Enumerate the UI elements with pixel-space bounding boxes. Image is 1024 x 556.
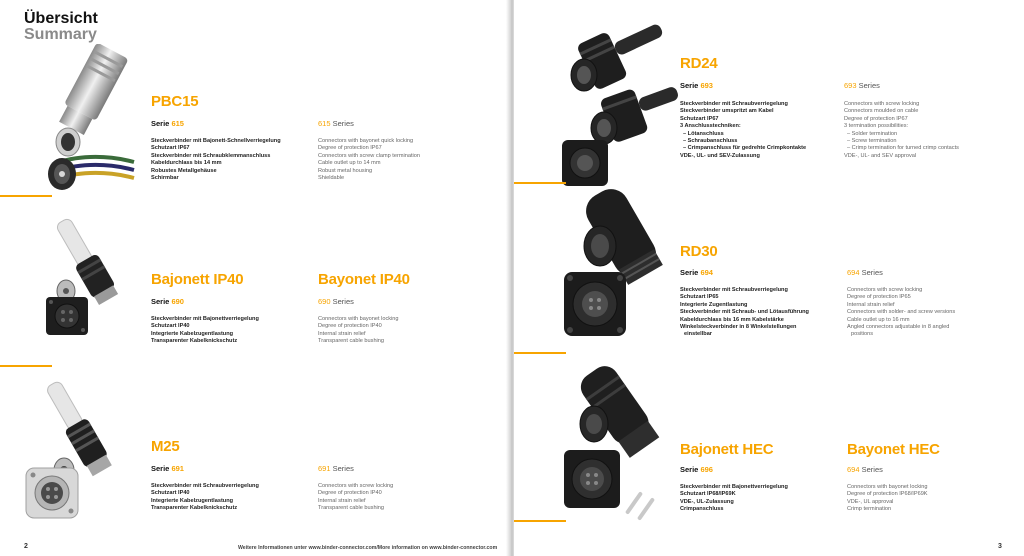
section-divider [514, 182, 566, 184]
product-title: PBC15 [151, 93, 199, 110]
page-subheading: Summary [24, 26, 97, 43]
list-item: Angled connectors adjustable in 8 angled [847, 324, 950, 331]
feature-list-en [847, 287, 955, 339]
rd24-connector-photo [556, 20, 686, 195]
serie-label: Serie 690 [151, 297, 184, 306]
list-item: Connectors with bayonet locking [318, 316, 399, 322]
list-item: Transparenter Kabelknickschutz [151, 505, 238, 512]
list-item: Connectors with screw locking [847, 287, 923, 293]
list-item: Degree of protection IP68/IP69K [847, 491, 928, 498]
list-item: Connectors with screw clamp termination [318, 152, 420, 159]
list-item: Internal strain relief [318, 330, 366, 337]
list-item: Steckverbinder mit Schraubverriegelung [680, 101, 788, 107]
feature-list-de [680, 484, 788, 514]
list-item: Integrierte Zugentlastung [680, 301, 748, 308]
list-item: Transparenter Kabelknickschutz [151, 338, 238, 345]
list-item: VDE-, UL- und SEV-Zulassung [680, 152, 760, 159]
list-item: Integrierte Kabelzugentlastung [151, 330, 234, 337]
list-item: Robust metal housing [318, 167, 373, 174]
list-item: – Lötanschluss [683, 130, 724, 137]
list-item: Connectors with bayonet quick locking [318, 138, 414, 144]
feature-list-en [318, 316, 399, 346]
product-title: M25 [151, 438, 180, 455]
list-item: Connectors moulded on cable [844, 108, 919, 115]
series-label: 694 Series [847, 465, 883, 474]
series-label: 691 Series [318, 464, 354, 473]
list-item: Crimp termination [847, 506, 892, 513]
page-number: 3 [998, 543, 1002, 550]
list-item: Degree of protection IP40 [318, 323, 382, 330]
product-title: Bajonett HEC [680, 441, 774, 458]
feature-list-en [847, 484, 928, 514]
list-item: VDE-, UL- and SEV approval [844, 152, 917, 159]
product-title-en: Bayonet IP40 [318, 271, 410, 288]
m25-connector-photo [24, 372, 144, 522]
list-item: – Screw termination [847, 138, 897, 145]
section-divider [0, 195, 52, 197]
list-item: Connectors with solder- and screw versions [847, 309, 956, 316]
series-label: 694 Series [847, 268, 883, 277]
pbc15-connector-photo [34, 44, 144, 194]
page-heading: Übersicht [24, 10, 98, 27]
hec-connector-photo [558, 360, 688, 540]
feature-list-en [318, 138, 420, 182]
list-item: – Crimpanschluss für gedrehte Crimpkontakte [683, 145, 807, 152]
list-item: Steckverbinder mit Schraubverriegelung [151, 483, 259, 489]
list-item: – Solder termination [847, 130, 898, 137]
page-number: 2 [24, 543, 28, 550]
serie-label: Serie 615 [151, 119, 184, 128]
list-item: – Schraubanschluss [683, 138, 738, 145]
list-item: Degree of protection IP67 [844, 115, 908, 122]
list-item: Schutzart IP65 [680, 294, 719, 301]
left-page [0, 0, 510, 556]
right-page [514, 0, 1024, 556]
feature-list-de [151, 138, 281, 182]
feature-list-en [844, 101, 959, 160]
list-item: Degree of protection IP40 [318, 490, 382, 497]
list-item: Schutzart IP40 [151, 490, 190, 497]
series-label: 693 Series [844, 81, 880, 90]
list-item: Schirmbar [151, 175, 179, 182]
section-divider [514, 352, 566, 354]
list-item: Internal strain relief [847, 301, 895, 308]
ip40-connector-photo [40, 205, 150, 340]
list-item: Steckverbinder mit Bajonettverriegelung [151, 316, 259, 322]
rd30-connector-photo [560, 180, 700, 360]
list-item: Connectors with bayonet locking [847, 484, 928, 490]
list-item: Internal strain relief [318, 497, 366, 504]
series-label: 690 Series [318, 297, 354, 306]
feature-list-de [151, 483, 259, 513]
list-item: Degree of protection IP65 [847, 294, 911, 301]
list-item: Schutzart IP67 [151, 145, 190, 152]
list-item: Degree of protection IP67 [318, 145, 382, 152]
list-item: Steckverbinder mit Bajonett-Schnellverriegelung [151, 138, 281, 144]
list-item: 3 Anschlusstechniken: [680, 123, 741, 130]
list-item: einstellbar [684, 331, 712, 338]
list-item: Steckverbinder mit Schraub- und Lötausführung [680, 309, 809, 316]
list-item: Kabeldurchlass bis 14 mm [151, 160, 222, 167]
list-item: Steckverbinder mit Bajonettverriegelung [680, 484, 788, 490]
list-item: Connectors with screw locking [844, 101, 920, 107]
list-item: Integrierte Kabelzugentlastung [151, 497, 234, 504]
serie-label: Serie 696 [680, 465, 713, 474]
list-item: Crimpanschluss [680, 506, 724, 513]
list-item: Shieldable [318, 175, 345, 182]
list-item: positions [851, 331, 874, 338]
feature-list-de [680, 287, 809, 339]
list-item: 3 termination possibilities: [844, 123, 909, 130]
product-title: RD24 [680, 55, 718, 72]
list-item: Cable outlet up to 14 mm [318, 160, 381, 167]
list-item: Transparent cable bushing [318, 505, 385, 512]
list-item: Robustes Metallgehäuse [151, 167, 217, 174]
serie-label: Serie 694 [680, 268, 713, 277]
list-item: Steckverbinder umspritzt am Kabel [680, 108, 774, 115]
serie-label: Serie 693 [680, 81, 713, 90]
list-item: Schutzart IP67 [680, 115, 719, 122]
feature-list-en [318, 483, 393, 513]
list-item: Steckverbinder mit Schraubklemmanschluss [151, 152, 271, 159]
list-item: Steckverbinder mit Schraubverriegelung [680, 287, 788, 293]
footer-text: Weitere Informationen unter www.binder-connector.com/More information on www.binder-connector.com [238, 545, 498, 551]
list-item: Cable outlet up to 16 mm [847, 316, 910, 323]
list-item: VDE-, UL approval [847, 498, 894, 505]
feature-list-de [680, 101, 806, 160]
list-item: Schutzart IP68/IP69K [680, 491, 736, 498]
feature-list-de [151, 316, 259, 346]
list-item: Schutzart IP40 [151, 323, 190, 330]
list-item: Transparent cable bushing [318, 338, 385, 345]
section-divider [514, 520, 566, 522]
list-item: Winkelsteckverbinder in 8 Winkelstellungen [680, 324, 797, 331]
section-divider [0, 365, 52, 367]
list-item: Connectors with screw locking [318, 483, 394, 489]
product-title: RD30 [680, 243, 718, 260]
serie-label: Serie 691 [151, 464, 184, 473]
product-title: Bajonett IP40 [151, 271, 244, 288]
product-title-en: Bayonet HEC [847, 441, 940, 458]
list-item: – Crimp termination for turned crimp contacts [847, 145, 959, 152]
list-item: VDE-, UL-Zulassung [680, 498, 734, 505]
list-item: Kabeldurchlass bis 16 mm Kabelstärke [680, 316, 784, 323]
series-label: 615 Series [318, 119, 354, 128]
